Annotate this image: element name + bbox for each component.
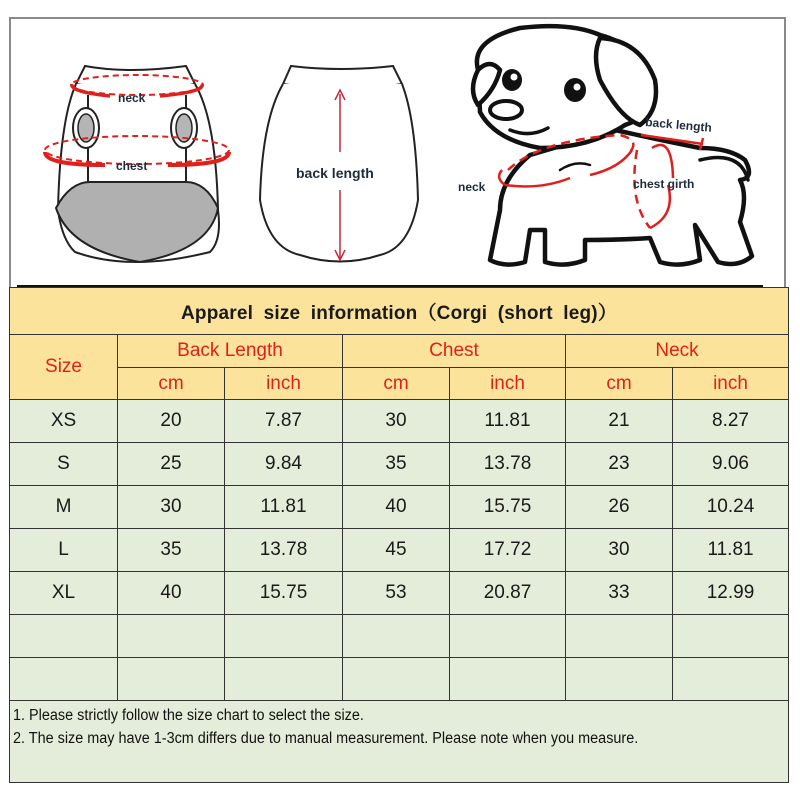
note-1: 1. Please strictly follow the size chart to select the size.: [13, 707, 364, 724]
unit-header-inch: inch: [673, 368, 789, 400]
value-cell: 15.75: [225, 572, 343, 615]
size-column-header: Size: [10, 335, 118, 400]
value-cell: [566, 615, 673, 658]
value-cell: 30: [118, 486, 225, 529]
front-garment-illustration: [45, 66, 229, 262]
measurement-illustrations: [11, 19, 786, 285]
value-cell: [450, 658, 566, 701]
table-row: [10, 572, 789, 615]
table-row: [10, 529, 789, 572]
notes-section: [10, 701, 789, 783]
chest-header: Chest: [343, 335, 566, 368]
value-cell: [566, 658, 673, 701]
value-cell: 23: [566, 443, 673, 486]
table-row-empty: [10, 658, 789, 701]
value-cell: [343, 615, 450, 658]
value-cell: [343, 658, 450, 701]
size-cell: [10, 658, 118, 701]
back-length-header: Back Length: [118, 335, 343, 368]
value-cell: 13.78: [225, 529, 343, 572]
value-cell: 35: [118, 529, 225, 572]
value-cell: 10.24: [673, 486, 789, 529]
value-cell: 20: [118, 400, 225, 443]
size-chart-table: [9, 287, 789, 783]
dog-illustration: [473, 26, 752, 264]
size-cell: M: [10, 486, 118, 529]
value-cell: 20.87: [450, 572, 566, 615]
value-cell: 17.72: [450, 529, 566, 572]
size-cell: [10, 615, 118, 658]
size-cell: S: [10, 443, 118, 486]
value-cell: 11.81: [673, 529, 789, 572]
note-2: 2. The size may have 1-3cm differs due to manual measurement. Please note when you measure.: [13, 730, 639, 747]
chest-label: chest: [116, 159, 148, 173]
value-cell: 15.75: [450, 486, 566, 529]
unit-header-cm: cm: [118, 368, 225, 400]
value-cell: 9.06: [673, 443, 789, 486]
neck-header: Neck: [566, 335, 789, 368]
table-title: Apparel size information（Corgi (short leg)）: [10, 288, 789, 335]
value-cell: 45: [343, 529, 450, 572]
value-cell: [225, 615, 343, 658]
unit-header-inch: inch: [225, 368, 343, 400]
dog-back-length-label: back length: [644, 115, 713, 135]
size-cell: XL: [10, 572, 118, 615]
value-cell: 26: [566, 486, 673, 529]
unit-header-cm: cm: [343, 368, 450, 400]
value-cell: [673, 658, 789, 701]
value-cell: 12.99: [673, 572, 789, 615]
value-cell: 30: [343, 400, 450, 443]
back-garment-illustration: [260, 66, 418, 262]
value-cell: 40: [118, 572, 225, 615]
table-row: [10, 443, 789, 486]
value-cell: 11.81: [225, 486, 343, 529]
unit-header-inch: inch: [450, 368, 566, 400]
value-cell: 7.87: [225, 400, 343, 443]
value-cell: 8.27: [673, 400, 789, 443]
neck-label: neck: [118, 91, 146, 105]
value-cell: [118, 615, 225, 658]
value-cell: 9.84: [225, 443, 343, 486]
dog-neck-label: neck: [458, 180, 486, 194]
value-cell: 25: [118, 443, 225, 486]
value-cell: [225, 658, 343, 701]
value-cell: [450, 615, 566, 658]
size-cell: L: [10, 529, 118, 572]
table-row: [10, 400, 789, 443]
value-cell: 40: [343, 486, 450, 529]
back-length-label: back length: [296, 165, 374, 181]
table-row-empty: [10, 615, 789, 658]
table-row: [10, 486, 789, 529]
value-cell: [118, 658, 225, 701]
value-cell: 11.81: [450, 400, 566, 443]
value-cell: 35: [343, 443, 450, 486]
value-cell: [673, 615, 789, 658]
value-cell: 53: [343, 572, 450, 615]
unit-header-cm: cm: [566, 368, 673, 400]
size-cell: XS: [10, 400, 118, 443]
value-cell: 13.78: [450, 443, 566, 486]
value-cell: 21: [566, 400, 673, 443]
dog-chest-girth-label: chest girth: [633, 177, 695, 191]
value-cell: 30: [566, 529, 673, 572]
value-cell: 33: [566, 572, 673, 615]
